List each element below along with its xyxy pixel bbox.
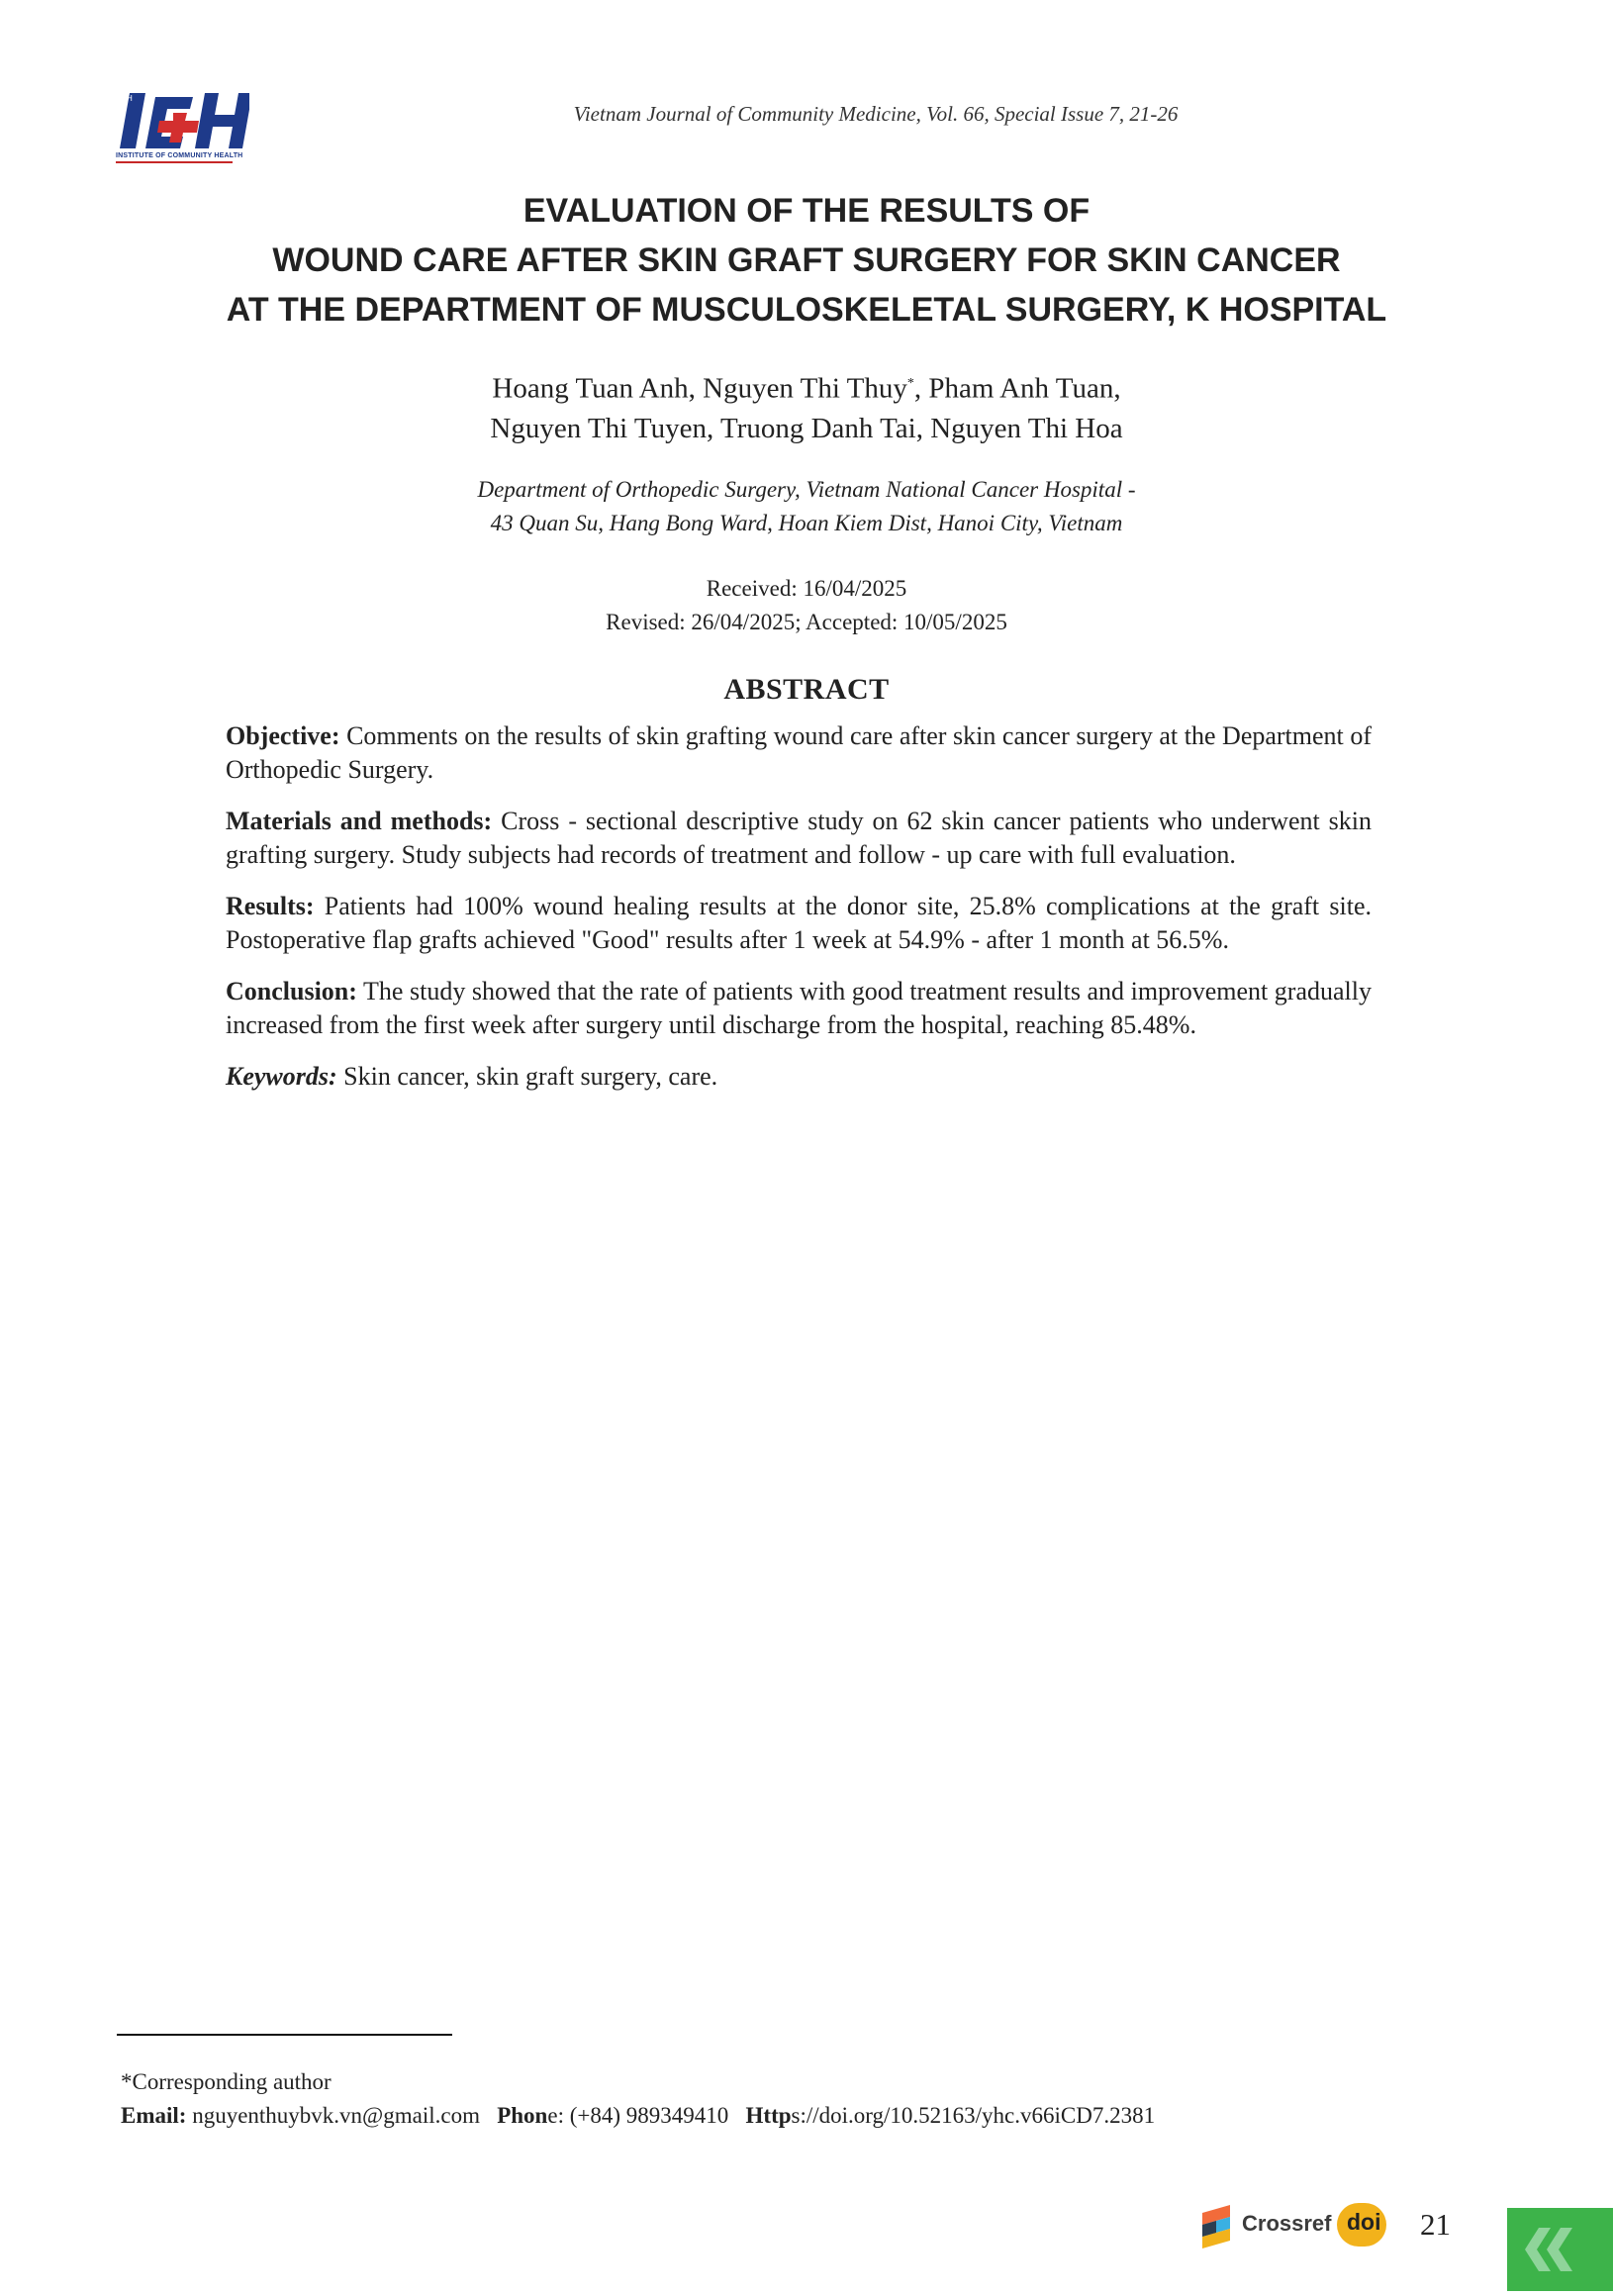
phone-value: (+84) 989349410 [563, 2103, 729, 2128]
results-label: Results: [226, 892, 315, 920]
affiliation [198, 473, 1415, 540]
article-dates [198, 572, 1415, 639]
title-line-2: WOUND CARE AFTER SKIN GRAFT SURGERY FOR SKIN CANCER [272, 241, 1341, 279]
authors-part-a: Hoang Tuan Anh, Nguyen Thi Thuy [492, 372, 907, 405]
abstract-keywords [226, 1060, 1372, 1094]
conclusion-label: Conclusion: [226, 977, 357, 1005]
logo-text: ICH [119, 94, 133, 103]
received-date: Received: 16/04/2025 [706, 576, 907, 601]
phone-label-rest: e: [547, 2103, 564, 2128]
page-tab [1507, 2208, 1613, 2291]
affiliation-line-2: 43 Quan Su, Hang Bong Ward, Hoan Kiem Dist, Hanoi City, Vietnam [490, 511, 1123, 535]
logo-subtitle: INSTITUTE OF COMMUNITY HEALTH [116, 152, 243, 159]
crossref-text: Crossref [1242, 2211, 1332, 2236]
author-line-2: Nguyen Thi Tuyen, Truong Danh Tai, Nguyen Thi Hoa [490, 412, 1123, 444]
author-list [198, 364, 1415, 448]
authors-part-b: , Pham Anh Tuan, [913, 372, 1121, 405]
email-link[interactable]: nguyenthuybvk.vn@gmail.com [186, 2103, 480, 2128]
contact-line [121, 2099, 1155, 2133]
email-label: Email: [121, 2103, 187, 2128]
keywords-label: Keywords: [226, 1062, 337, 1091]
author-line-1 [198, 364, 1415, 409]
results-text: Patients had 100% wound healing results at the donor site, 25.8% complications at the graft site. Postoperative flap grafts achieved "Good" results after 1 week at 54.9% - after 1 month at 56.5%. [226, 892, 1372, 954]
keywords-text: Skin cancer, skin graft surgery, care. [336, 1062, 718, 1091]
abstract-body [226, 719, 1372, 1111]
abstract-conclusion [226, 975, 1372, 1042]
paper-title [79, 186, 1534, 335]
conclusion-text: The study showed that the rate of patients with good treatment results and improvement gradually increased from the first week after surgery until discharge from the hospital, reaching 85.48%. [226, 977, 1372, 1039]
objective-label: Objective: [226, 721, 340, 750]
abstract-results [226, 890, 1372, 957]
page-number: 21 [1420, 2207, 1451, 2242]
double-chevron-left-icon [1507, 2208, 1613, 2291]
journal-citation: Vietnam Journal of Community Medicine, Vol. 66, Special Issue 7, 21-26 [573, 102, 1179, 126]
revised-accepted-date: Revised: 26/04/2025; Accepted: 10/05/2025 [606, 610, 1007, 634]
methods-label: Materials and methods: [226, 807, 493, 835]
title-line-3: AT THE DEPARTMENT OF MUSCULOSKELETAL SURGERY, K HOSPITAL [226, 291, 1387, 329]
affiliation-line-1: Department of Orthopedic Surgery, Vietnam National Cancer Hospital - [477, 477, 1136, 502]
logo-rule [116, 161, 233, 163]
corresponding-mark: * [906, 376, 914, 391]
phone-label-bold: Phon [497, 2103, 548, 2128]
objective-text: Comments on the results of skin grafting wound care after skin cancer surgery at the Department of Orthopedic Surgery. [226, 721, 1372, 784]
abstract-methods [226, 805, 1372, 872]
crossref-doi-badge[interactable] [1200, 2199, 1388, 2254]
footnote [121, 2065, 1155, 2133]
title-line-1: EVALUATION OF THE RESULTS OF [522, 192, 1091, 230]
abstract-objective [226, 719, 1372, 787]
footnote-rule [117, 2034, 452, 2036]
methods-text: Cross - sectional descriptive study on 62 skin cancer patients who underwent skin grafting surgery. Study subjects had records of treatment and follow - up care with full evaluation. [226, 807, 1372, 869]
doi-link[interactable]: s://doi.org/10.52163/yhc.v66iCD7.2381 [791, 2103, 1156, 2128]
corresponding-author-note: *Corresponding author [121, 2069, 332, 2094]
doi-text: doi [1347, 2209, 1381, 2235]
journal-logo [116, 87, 249, 166]
abstract-heading: ABSTRACT [723, 673, 890, 706]
doi-label-bold: Http [745, 2103, 792, 2128]
crossref-icon [1200, 2199, 1240, 2254]
